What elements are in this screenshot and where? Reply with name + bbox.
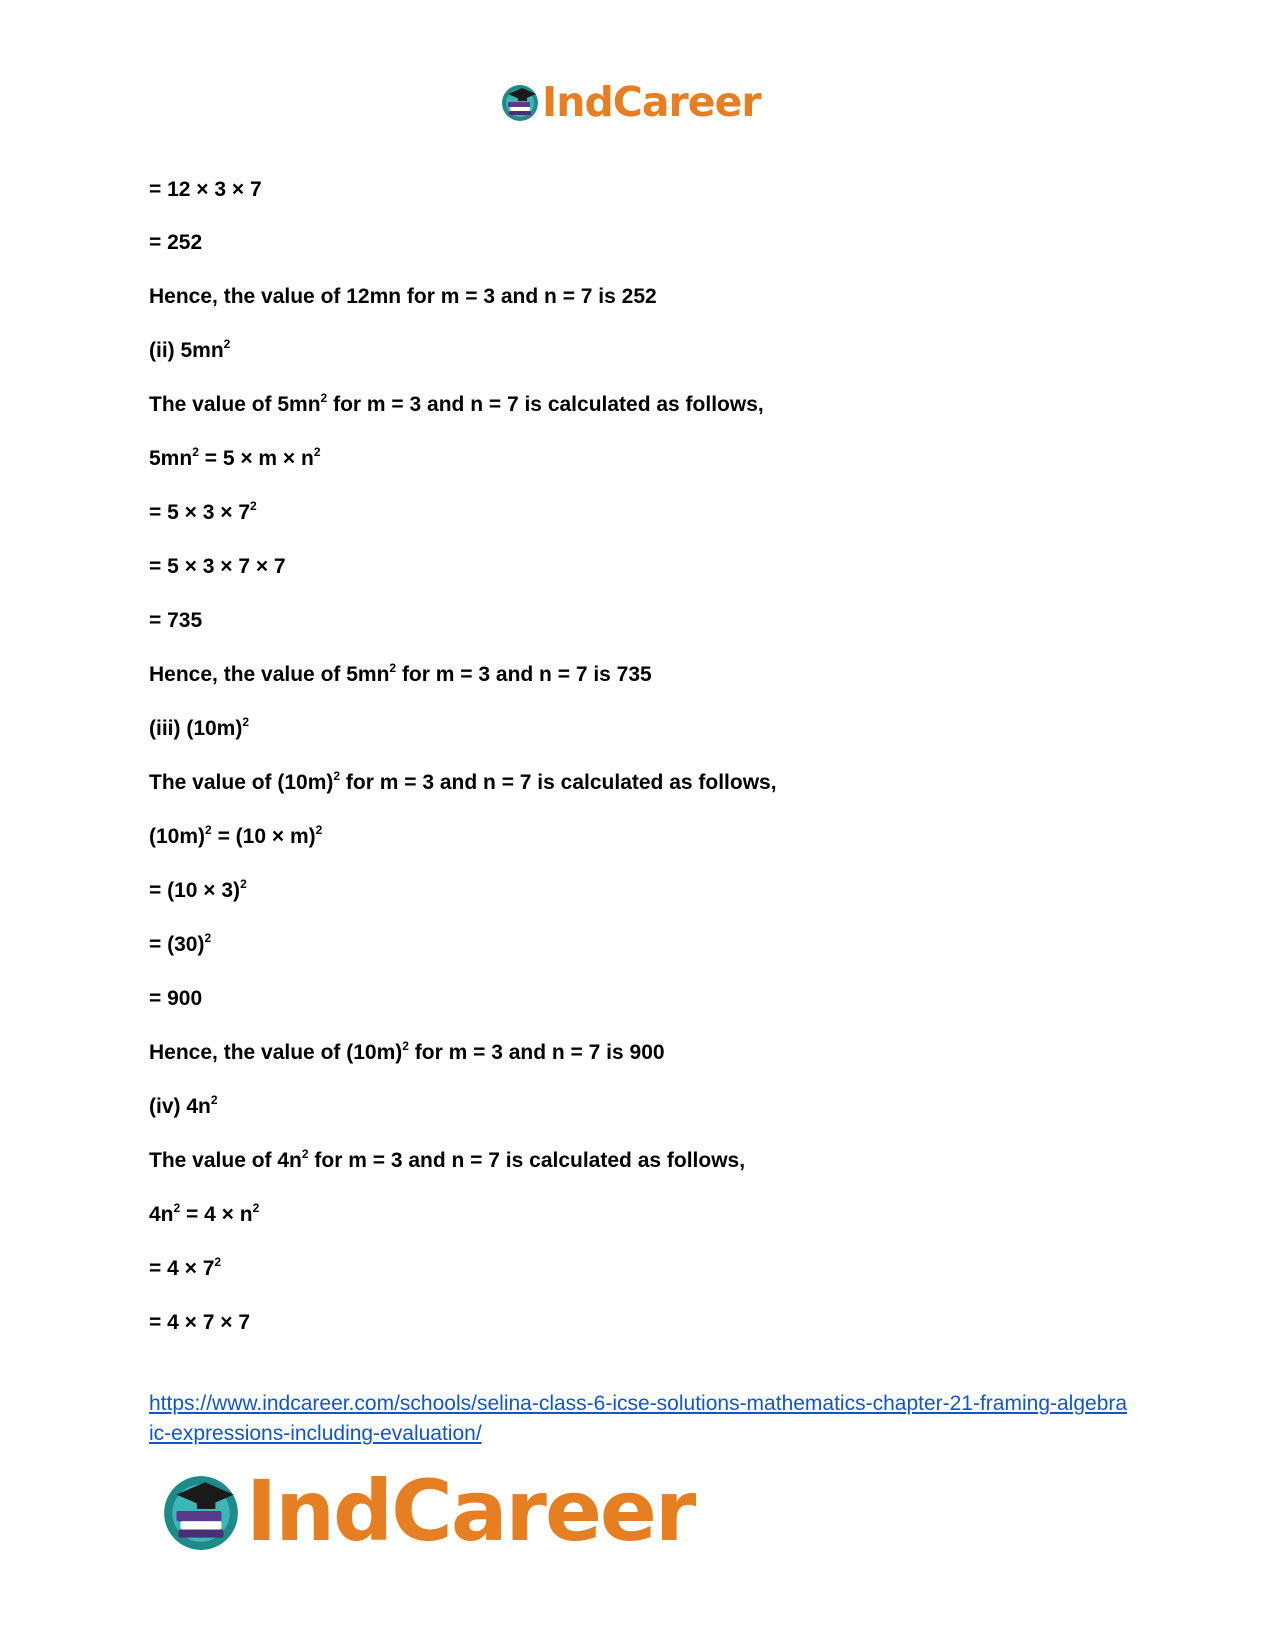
calc-line: = 12 × 3 × 7 (149, 178, 262, 201)
calc-line: = $(10 \times 3)^2$ (149, 877, 247, 902)
conclusion-line: Hence, the value of $5mn^2$ for m = 3 and n = 7 is 735 (149, 661, 652, 686)
conclusion-line: Hence, the value of $(10m)^2$ for m = 3 and n = 7 is 900 (149, 1039, 665, 1064)
calc-line: $(10m)^2 = (10 \times m)^2$ (149, 823, 323, 848)
source-url-link[interactable]: https://www.indcareer.com/schools/selina-class-6-icse-solutions-mathematics-chapter-21-framing-algebraic-expressions-including-evaluation/ (149, 1392, 1128, 1445)
result-line: = 735 (149, 609, 203, 632)
part-heading: (iii) $(10m)^2$ (149, 715, 250, 740)
calc-line: = $5 \times 3 \times 7^2$ (149, 499, 257, 524)
logo-text: IndCareer (246, 1462, 695, 1560)
footer-logo (160, 1462, 694, 1560)
part-heading: (ii) $5mn^2$ (149, 337, 231, 362)
calc-line: $5mn^2 = 5 \times m \times n^2$ (149, 445, 321, 470)
header-logo (500, 78, 761, 126)
graduation-cap-books-icon (160, 1470, 242, 1552)
intro-line: The value of $5mn^2$ for m = 3 and n = 7 is calculated as follows, (149, 391, 764, 416)
part-heading: (iv) $4n^2$ (149, 1093, 218, 1118)
calc-line: = 5 × 3 × 7 × 7 (149, 555, 286, 578)
graduation-cap-books-icon (500, 82, 540, 122)
result-line: = 900 (149, 987, 203, 1010)
calc-line: $4n^2 = 4 \times n^2$ (149, 1201, 260, 1226)
intro-line: The value of $4n^2$ for m = 3 and n = 7 is calculated as follows, (149, 1147, 746, 1172)
intro-line: The value of $(10m)^2$ for m = 3 and n = 7 is calculated as follows, (149, 769, 777, 794)
calc-line: = 4 × 7 × 7 (149, 1311, 251, 1334)
calc-line: = $4 \times 7^2$ (149, 1255, 222, 1280)
result-line: = 252 (149, 231, 203, 254)
calc-line: = $(30)^2$ (149, 931, 212, 956)
logo-text: IndCareer (542, 78, 761, 126)
conclusion-line: Hence, the value of 12mn for m = 3 and n = 7 is 252 (149, 285, 657, 308)
